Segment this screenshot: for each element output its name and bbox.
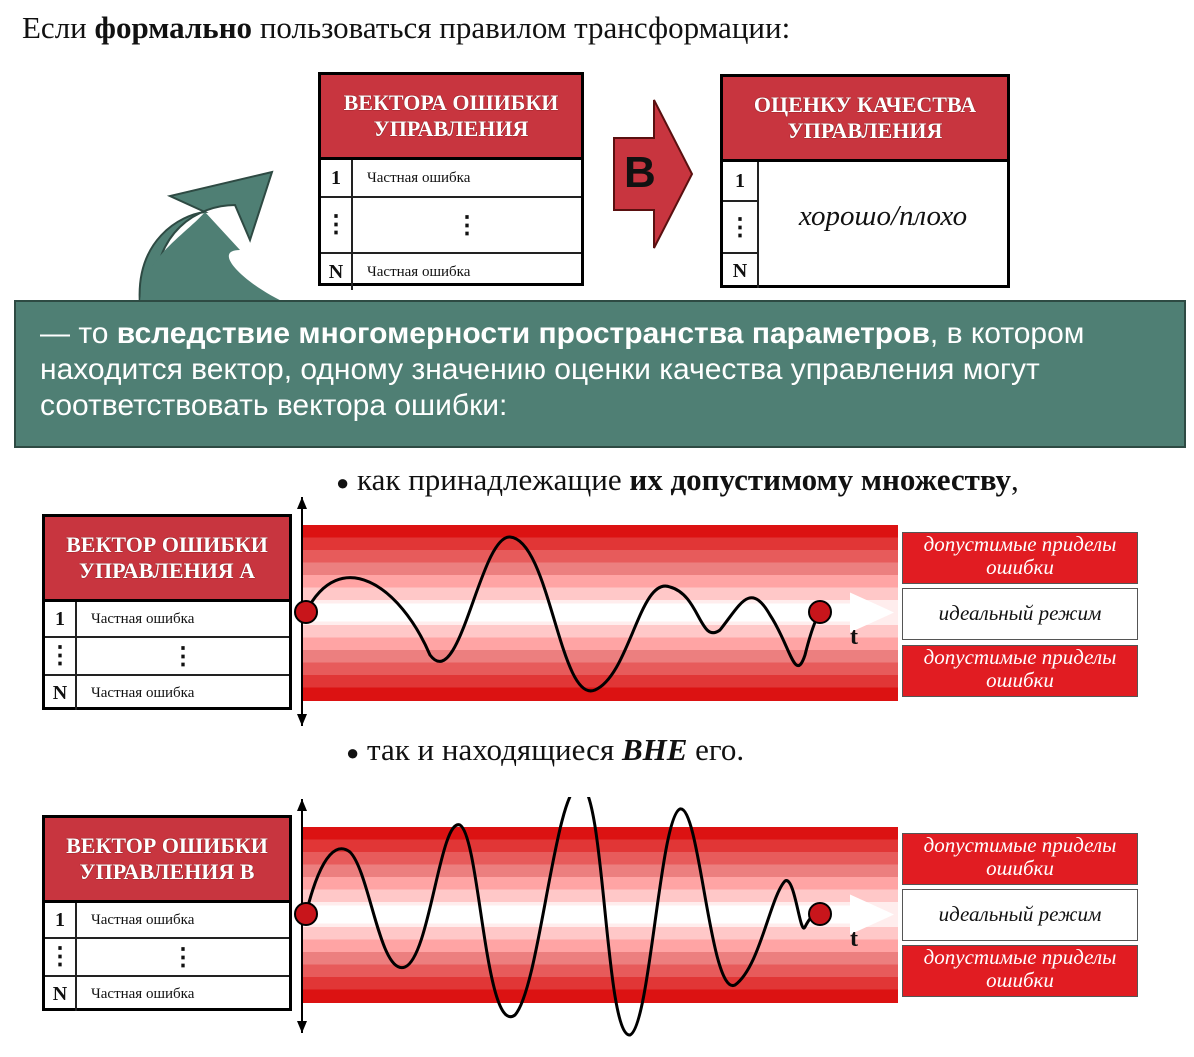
vector-b-header: ВЕКТОР ОШИБКИ УПРАВЛЕНИЯ В	[45, 818, 289, 903]
table-row	[321, 254, 581, 290]
vector-a-table	[42, 514, 292, 710]
table-row-ellipsis	[45, 638, 289, 676]
error-vector-table-header: ВЕКТОРА ОШИБКИ УПРАВЛЕНИЯ	[321, 75, 581, 160]
vector-b-table	[42, 815, 292, 1011]
error-band	[302, 650, 898, 664]
heading-bold: формально	[94, 10, 253, 45]
quality-table-body	[723, 162, 1007, 288]
end-point-marker	[809, 601, 831, 623]
quality-estimate-table	[720, 74, 1010, 288]
bullet-item-1: ● как принадлежащие их допустимому множеству,	[336, 462, 1019, 497]
table-row: N Частная ошибка	[45, 977, 289, 1011]
error-band	[302, 575, 898, 589]
table-row: N Частная ошибка	[45, 676, 289, 710]
row-number: N	[321, 254, 353, 290]
error-band	[302, 538, 898, 552]
axis-arrow-up-icon	[297, 799, 307, 811]
error-band	[302, 977, 898, 991]
allowed-error-limit-top: допустимые приделы ошибки	[902, 833, 1138, 885]
table-row: 1 Частная ошибка	[45, 602, 289, 638]
error-band	[302, 827, 898, 841]
table-row	[321, 160, 581, 198]
signal-panel-b	[290, 797, 900, 1037]
axis-arrow-down-icon	[297, 714, 307, 726]
error-band	[302, 525, 898, 539]
error-vector-table	[318, 72, 584, 286]
error-band	[302, 563, 898, 577]
vertical-dots-icon: ⋮	[171, 944, 195, 971]
error-band	[302, 840, 898, 854]
time-axis-label: t	[850, 926, 858, 952]
bullet-item-2: ● так и находящиеся ВНЕ его.	[346, 732, 745, 767]
error-band	[302, 663, 898, 677]
error-band	[302, 965, 898, 979]
end-point-marker	[809, 903, 831, 925]
time-axis-label: t	[850, 624, 858, 650]
row-text: Частная ошибка	[367, 169, 471, 186]
table-row: 1 Частная ошибка	[45, 903, 289, 939]
vertical-dots-icon: ⋮	[171, 643, 195, 670]
error-band	[302, 688, 898, 702]
table-row-ellipsis	[45, 939, 289, 977]
error-band	[302, 990, 898, 1004]
error-band	[302, 927, 898, 941]
explanation-callout: — то вследствие многомерности пространства параметров, в котором находится вектор, одному значению оценки качества управления могут соответствовать вектора ошибки:	[14, 300, 1186, 448]
row-number: 1	[321, 160, 353, 196]
transform-letter: В	[624, 148, 656, 197]
start-point-marker	[295, 601, 317, 623]
allowed-error-limit-bottom: допустимые приделы ошибки	[902, 945, 1138, 997]
signal-panel-a	[290, 495, 900, 730]
bullet-icon: ●	[346, 740, 360, 765]
axis-arrow-up-icon	[297, 497, 307, 509]
ideal-mode-label: идеальный режим	[902, 588, 1138, 640]
allowed-error-limit-top: допустимые приделы ошибки	[902, 532, 1138, 584]
axis-arrow-down-icon	[297, 1021, 307, 1033]
vector-a-header: ВЕКТОР ОШИБКИ УПРАВЛЕНИЯ А	[45, 517, 289, 602]
vertical-dots-icon: ⋮	[455, 212, 479, 239]
heading-prefix: Если	[22, 10, 95, 45]
row-number: 1	[723, 162, 757, 202]
vertical-dots-icon: ⋮	[45, 638, 77, 674]
vertical-dots-icon: ⋮	[45, 939, 77, 975]
row-text: Частная ошибка	[367, 263, 471, 280]
callout-bold: вследствие многомерности пространства параметров	[116, 317, 930, 350]
bullet-icon: ●	[336, 470, 350, 495]
start-point-marker	[295, 903, 317, 925]
ideal-mode-label: идеальный режим	[902, 889, 1138, 941]
vertical-dots-icon: ⋮	[723, 202, 757, 254]
row-number: N	[732, 259, 748, 282]
allowed-error-limit-bottom: допустимые приделы ошибки	[902, 645, 1138, 697]
quality-value: хорошо/плохо	[798, 200, 968, 232]
quality-table-header: ОЦЕНКУ КАЧЕСТВА УПРАВЛЕНИЯ	[723, 77, 1007, 162]
vertical-dots-icon: ⋮	[321, 198, 353, 252]
error-band	[302, 940, 898, 954]
error-band	[302, 550, 898, 564]
heading-suffix: пользоваться правилом трансформации:	[252, 10, 791, 45]
table-row-ellipsis	[321, 198, 581, 254]
error-band	[302, 890, 898, 904]
error-band	[302, 877, 898, 891]
